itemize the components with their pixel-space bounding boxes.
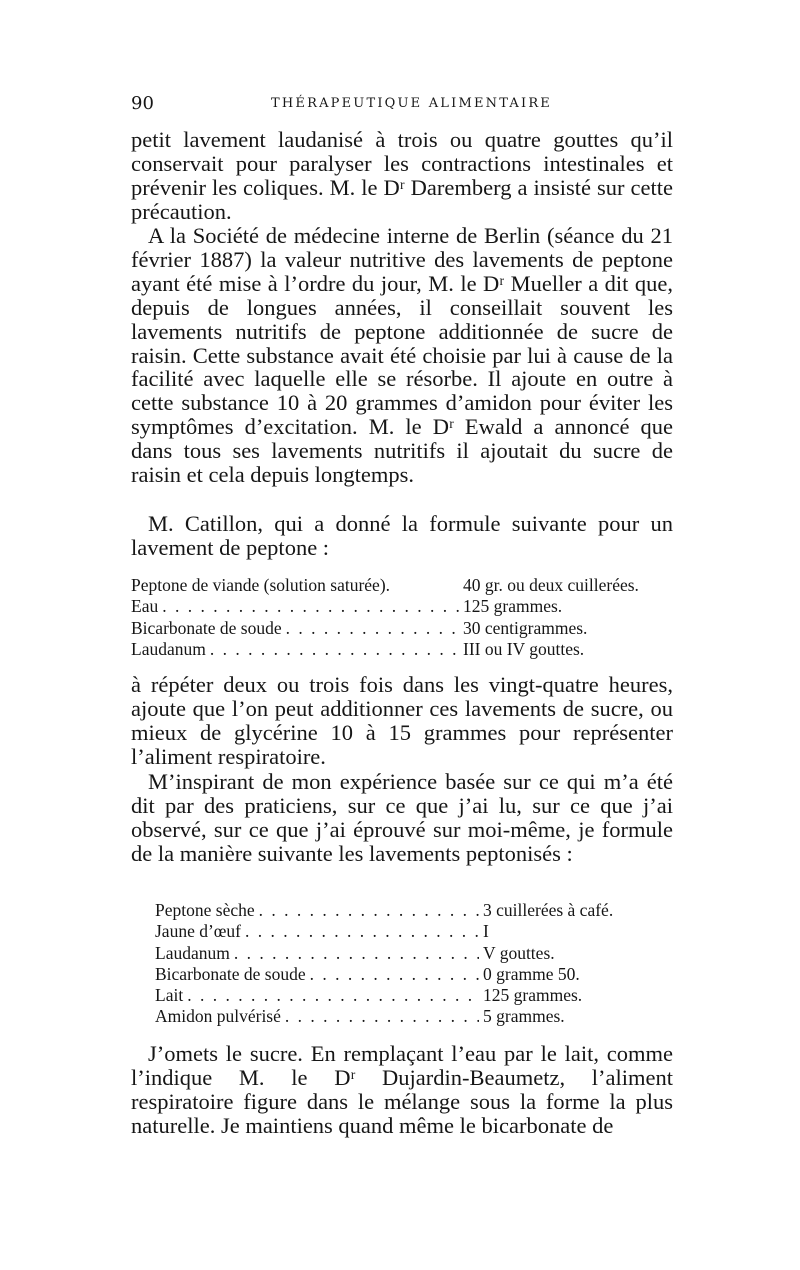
paragraph-6: J’omets le sucre. En remplaçant l’eau par le lait, comme l’indique M. le Dʳ Dujardin-Beaumetz, l’aliment respiratoire figure dans le mélange sous la forme la plus naturelle. Je maintiens quand même le bicarbonate de: [131, 1041, 673, 1138]
dot-leader: [245, 921, 479, 942]
page-header: [131, 93, 673, 119]
recipe-amount: III ou IV gouttes.: [463, 638, 585, 659]
recipe-ingredient: Peptone de viande (solution saturée).: [131, 575, 391, 595]
recipe-amount: V gouttes.: [483, 942, 555, 963]
dot-leader: [286, 618, 459, 639]
dot-leader: [162, 596, 459, 617]
recipe-amount: 40 gr. ou deux cuillerées.: [463, 575, 639, 595]
paragraph-5: M’inspirant de mon expérience basée sur ce qui m’a été dit par des praticiens, sur ce que j’ai lu, sur ce que j’ai observé, sur ce que j’ai éprouvé sur moi-même, je formule de la manière suivante les lavements peptonisés :: [131, 769, 673, 866]
recipe-row: [155, 985, 643, 1006]
recipe-row: [131, 575, 676, 596]
recipe-ingredient: Jaune d’œuf: [155, 921, 242, 942]
dot-leader: [259, 900, 479, 921]
paragraph-4: à répéter deux ou trois fois dans les vingt-quatre heures, ajoute que l’on peut additionner ces lavements de sucre, ou mieux de glycérine 10 à 15 grammes pour représenter l’aliment respiratoire.: [131, 672, 673, 769]
recipe-row: [155, 1006, 643, 1027]
paragraph-3: M. Catillon, qui a donné la formule suivante pour un lavement de peptone :: [131, 511, 673, 560]
recipe-ingredient: Laudanum: [131, 638, 206, 659]
paragraph-1: petit lavement laudanisé à trois ou quatre gouttes qu’il conservait pour paralyser les contractions intestinales et prévenir les coliques. M. le Dʳ Daremberg a insisté sur cette précaution.: [131, 127, 673, 224]
recipe-row: [155, 921, 643, 942]
recipe-ingredient: Amidon pulvérisé: [155, 1006, 281, 1027]
dot-leader: [234, 943, 479, 964]
recipe-table-1: [131, 575, 676, 660]
dot-leader: [310, 964, 479, 985]
recipe-table-2: [155, 900, 643, 1028]
recipe-ingredient: Laudanum: [155, 942, 230, 963]
dot-leader: [210, 639, 459, 660]
recipe-ingredient: Peptone sèche: [155, 900, 255, 920]
paragraph-2: A la Société de médecine interne de Berlin (séance du 21 février 1887) la valeur nutritive des lavements de peptone ayant été mise à l’ordre du jour, M. le Dʳ Mueller a dit que, depuis de longues années, il conseillait souvent les lavements nutritifs de peptone additionnée de sucre de raisin. Cette substance avait été choisie par lui à cause de la facilité avec laquelle elle se résorbe. Il ajoute en outre à cette substance 10 à 20 grammes d’amidon pour éviter les symptômes d’excitation. M. le Dʳ Ewald a annoncé que dans tous ses lavements nutritifs il ajoutait du sucre de raisin et cela depuis longtemps.: [131, 223, 673, 488]
recipe-amount: 125 grammes.: [463, 596, 563, 617]
recipe-ingredient: Eau: [131, 596, 159, 617]
dot-leader: [187, 985, 479, 1006]
recipe-amount: I: [483, 921, 489, 942]
recipe-amount: 125 grammes.: [483, 985, 583, 1006]
recipe-row: [131, 639, 676, 660]
recipe-ingredient: Bicarbonate de soude: [155, 963, 306, 984]
recipe-row: [155, 943, 643, 964]
recipe-amount: 3 cuillerées à café.: [483, 900, 614, 920]
recipe-row: [155, 964, 643, 985]
recipe-ingredient: Bicarbonate de soude: [131, 617, 282, 638]
dot-leader: [285, 1006, 479, 1027]
recipe-row: [131, 596, 676, 617]
recipe-row: [155, 900, 643, 921]
recipe-amount: 5 grammes.: [483, 1006, 565, 1027]
recipe-ingredient: Lait: [155, 985, 184, 1006]
recipe-amount: 30 centigrammes.: [463, 617, 588, 638]
page-number: 90: [131, 93, 154, 114]
recipe-amount: 0 gramme 50.: [483, 963, 580, 984]
recipe-row: [131, 618, 676, 639]
running-title: THÉRAPEUTIQUE ALIMENTAIRE: [271, 96, 553, 111]
